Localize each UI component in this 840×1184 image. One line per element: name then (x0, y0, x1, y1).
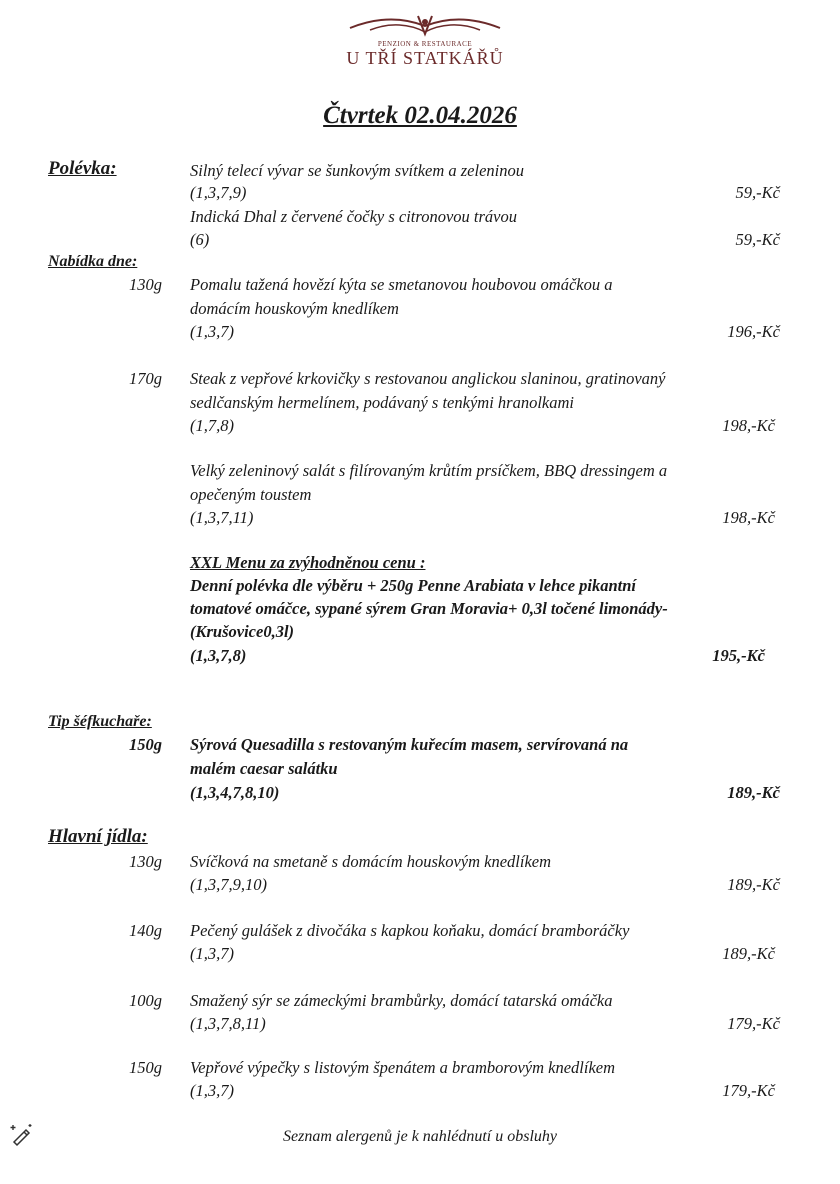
daily-2-allergens: (1,7,8) (190, 416, 234, 435)
soup-1-allergens: (1,3,7,9) (190, 183, 247, 202)
daily-2-weight: 170g (129, 369, 162, 388)
daily-3-price: 198,-Kč (722, 508, 775, 527)
main-3-weight: 100g (129, 991, 162, 1010)
chef-allergens: (1,3,4,7,8,10) (190, 783, 280, 802)
main-2-price: 189,-Kč (722, 944, 775, 963)
daily-1-line1: Pomalu tažená hovězí kýta se smetanovou houbovou omáčkou a (190, 275, 613, 294)
soup-2-name: Indická Dhal z červené čočky s citronovou trávou (190, 207, 517, 226)
xxl-heading: XXL Menu za zvýhodněnou cenu : (190, 553, 426, 572)
daily-1-line2: domácím houskovým knedlíkem (190, 299, 399, 318)
allergen-note: Seznam alergenů je k nahlédnutí u obsluhy (282, 1128, 558, 1145)
chef-weight: 150g (129, 735, 162, 754)
main-4-weight: 150g (129, 1058, 162, 1077)
daily-1-price: 196,-Kč (727, 322, 780, 341)
soup-2-price: 59,-Kč (735, 230, 780, 249)
main-1-price: 189,-Kč (727, 875, 780, 894)
chef-line2: malém caesar salátku (190, 759, 338, 778)
daily-2-price: 198,-Kč (722, 416, 775, 435)
xxl-line1: Denní polévka dle výběru + 250g Penne Arabiata v lehce pikantní (190, 576, 637, 595)
daily-2-line1: Steak z vepřové krkovičky s restovanou anglickou slaninou, gratinovaný (190, 369, 666, 388)
main-2-weight: 140g (129, 921, 162, 940)
main-2-allergens: (1,3,7) (190, 944, 234, 963)
main-3-price: 179,-Kč (727, 1014, 780, 1033)
main-4-name: Vepřové výpečky s listovým špenátem a bramborovým knedlíkem (190, 1058, 616, 1077)
main-2-name: Pečený gulášek z divočáka s kapkou koňaku, domácí bramboráčky (190, 921, 630, 940)
main-3-name: Smažený sýr se zámeckými brambůrky, domácí tatarská omáčka (190, 991, 613, 1010)
xxl-allergens: (1,3,7,8) (190, 646, 247, 665)
chef-price: 189,-Kč (727, 783, 780, 802)
daily-heading: Nabídka dne: (48, 253, 138, 270)
soup-heading: Polévka: (48, 158, 117, 179)
restaurant-logo (330, 12, 520, 74)
mains-heading: Hlavní jídla: (48, 826, 148, 847)
daily-3-line1: Velký zeleninový salát s filírovaným krůtím prsíčkem, BBQ dressingem a (190, 461, 668, 480)
logo-subtitle: PENZION & RESTAURACE (377, 40, 473, 48)
main-4-price: 179,-Kč (722, 1081, 775, 1100)
daily-3-line2: opečeným toustem (190, 485, 312, 504)
xxl-line2: tomatové omáčce, sypané sýrem Gran Moravia+ 0,3l točené limonády- (190, 599, 668, 618)
page-title: Čtvrtek 02.04.2026 (323, 102, 517, 129)
soup-1-price: 59,-Kč (735, 183, 780, 202)
daily-2-line2: sedlčanským hermelínem, podávaný s tenkými hranolkami (190, 393, 574, 412)
daily-1-allergens: (1,3,7) (190, 322, 234, 341)
soup-2-allergens: (6) (190, 230, 210, 249)
main-3-allergens: (1,3,7,8,11) (190, 1014, 266, 1033)
daily-3-allergens: (1,3,7,11) (190, 508, 254, 527)
daily-1-weight: 130g (129, 275, 162, 294)
xxl-line3: (Krušovice0,3l) (190, 622, 295, 641)
main-4-allergens: (1,3,7) (190, 1081, 234, 1100)
soup-1-name: Silný telecí vývar se šunkovým svítkem a zeleninou (190, 161, 524, 180)
chef-line1: Sýrová Quesadilla s restovaným kuřecím masem, servírovaná na (190, 735, 629, 754)
xxl-price: 195,-Kč (712, 646, 765, 665)
main-1-name: Svíčková na smetaně s domácím houskovým knedlíkem (190, 852, 552, 871)
chef-heading: Tip šéfkuchaře: (48, 713, 152, 730)
main-1-weight: 130g (129, 852, 162, 871)
main-1-allergens: (1,3,7,9,10) (190, 875, 267, 894)
logo-name: U TŘÍ STATKÁŘŮ (346, 48, 504, 68)
